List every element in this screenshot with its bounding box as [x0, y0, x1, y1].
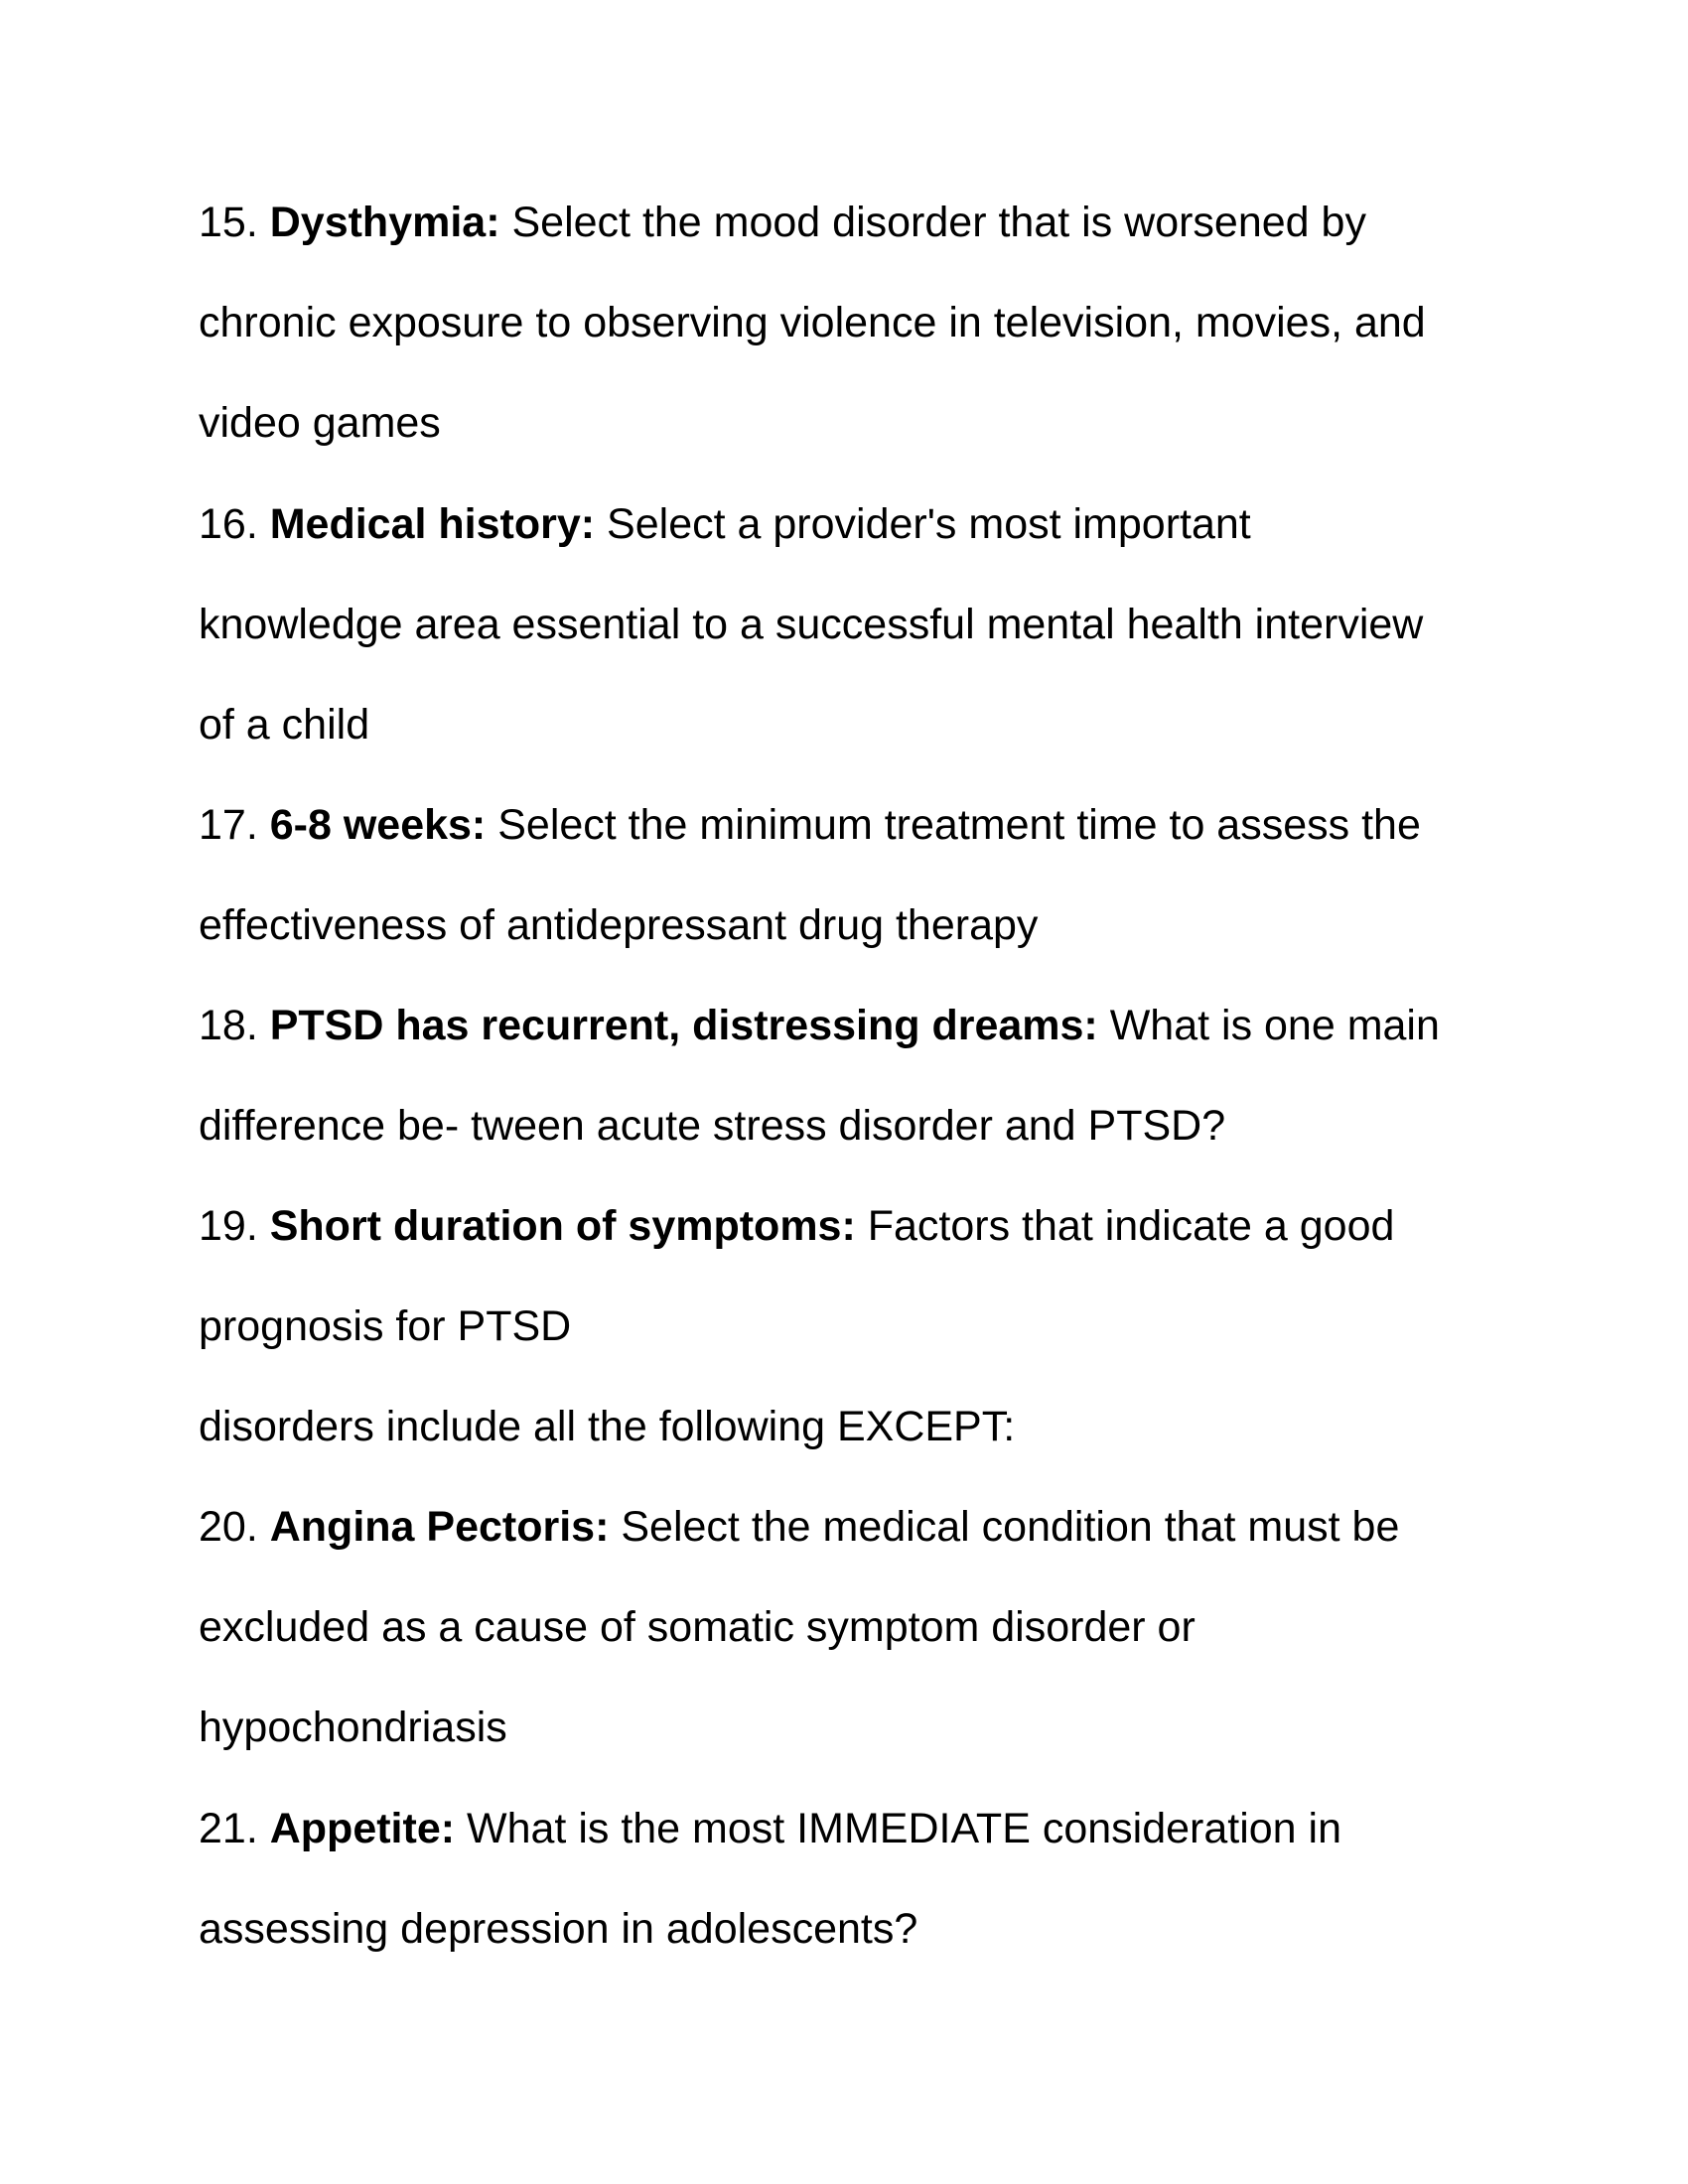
item-17-line-2 [199, 900, 1489, 950]
item-number: 16. [199, 500, 258, 548]
item-16-line-3 [199, 700, 1489, 750]
item-text: Select a provider's most important [607, 500, 1251, 548]
item-term: Medical history: [269, 500, 596, 548]
item-16-line-1 [199, 499, 1489, 549]
item-text: Select the medical condition that must be [621, 1503, 1400, 1551]
item-20-line-2 [199, 1602, 1489, 1652]
item-text: What is the most IMMEDIATE consideration in [467, 1805, 1342, 1852]
item-text: Select the minimum treatment time to assess the [497, 801, 1421, 849]
item-18-line-1 [199, 1001, 1489, 1050]
item-15-line-2 [199, 298, 1489, 347]
item-number: 21. [199, 1805, 258, 1852]
item-text: assessing depression in adolescents? [199, 1905, 918, 1953]
item-text: video games [199, 399, 441, 447]
item-text: excluded as a cause of somatic symptom disorder or [199, 1603, 1196, 1651]
item-15-line-3 [199, 398, 1489, 448]
item-term: PTSD has recurrent, distressing dreams: [269, 1002, 1098, 1049]
item-20-line-1 [199, 1502, 1489, 1552]
item-text: Select the mood disorder that is worsened by [511, 199, 1366, 246]
item-term: Angina Pectoris: [269, 1503, 610, 1551]
item-text: difference be- tween acute stress disorder and PTSD? [199, 1102, 1226, 1150]
item-number: 18. [199, 1002, 258, 1049]
item-text: knowledge area essential to a successful mental health interview [199, 601, 1424, 648]
item-text: Factors that indicate a good [867, 1202, 1395, 1250]
item-term: 6-8 weeks: [269, 801, 487, 849]
item-text: hypochondriasis [199, 1704, 507, 1751]
item-19-line-3 [199, 1402, 1489, 1451]
item-term: Short duration of symptoms: [269, 1202, 856, 1250]
item-number: 20. [199, 1503, 258, 1551]
item-18-line-2 [199, 1101, 1489, 1151]
item-text: prognosis for PTSD [199, 1302, 572, 1350]
item-15-line-1 [199, 198, 1489, 247]
item-19-line-2 [199, 1301, 1489, 1351]
item-term: Dysthymia: [269, 199, 500, 246]
item-number: 19. [199, 1202, 258, 1250]
item-text: What is one main [1109, 1002, 1440, 1049]
item-text: effectiveness of antidepressant drug therapy [199, 901, 1039, 949]
item-16-line-2 [199, 600, 1489, 649]
item-text: of a child [199, 701, 370, 749]
item-20-line-3 [199, 1703, 1489, 1752]
item-number: 17. [199, 801, 258, 849]
item-text: disorders include all the following EXCEPT: [199, 1403, 1016, 1450]
item-19-line-1 [199, 1201, 1489, 1251]
item-number: 15. [199, 199, 258, 246]
item-21-line-1 [199, 1804, 1489, 1853]
item-21-line-2 [199, 1904, 1489, 1954]
item-term: Appetite: [269, 1805, 456, 1852]
item-17-line-1 [199, 800, 1489, 850]
item-text: chronic exposure to observing violence in television, movies, and [199, 299, 1426, 346]
